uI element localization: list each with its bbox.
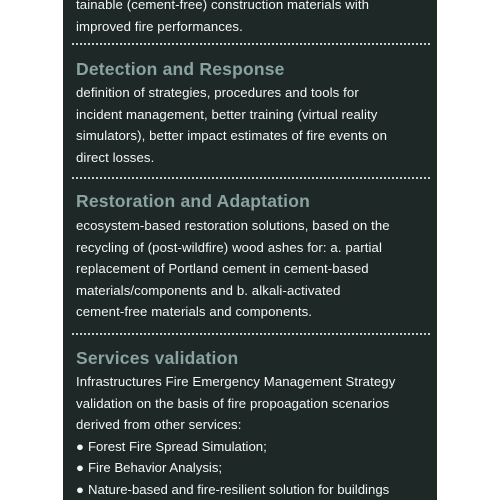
- section-divider: [72, 177, 430, 179]
- intro-section: [76, 0, 428, 37]
- list-item-text: Forest Fire Spread Simulation;: [87, 438, 267, 454]
- section-divider: [72, 43, 430, 45]
- section-heading: Services validation: [76, 348, 239, 368]
- document-panel: [63, 0, 437, 500]
- list-item-text: Nature-based and fire-resilient solution for buildings: [87, 481, 390, 497]
- bullet-icon: ●: [76, 481, 84, 497]
- section-heading: Restoration and Adaptation: [76, 191, 310, 211]
- section-detection-response: [76, 58, 428, 168]
- bullet-icon: ●: [76, 438, 84, 454]
- section-body: Infrastructures Fire Emergency Management Strategy validation on the basis of fire propoagation scenarios derived from other services:: [76, 374, 396, 433]
- list-item-text: Fire Behavior Analysis;: [87, 460, 223, 476]
- list-item: [76, 479, 428, 500]
- section-heading: Detection and Response: [76, 59, 285, 79]
- services-list: [76, 436, 428, 500]
- section-services-validation: [76, 347, 428, 500]
- section-divider: [72, 333, 430, 335]
- intro-text: tainable (cement-free) construction materials with improved fire performances.: [76, 0, 370, 34]
- list-item: [76, 436, 428, 458]
- section-body: ecosystem-based restoration solutions, based on the recycling of (post-wildfire) wood ashes for: a. partial replacement of Portland cement in cement-based materials/components and b. alkali-activated cement-free materials and components.: [76, 218, 390, 320]
- bullet-icon: ●: [76, 460, 84, 476]
- section-body: definition of strategies, procedures and tools for incident management, better training (virtual reality simulators), better impact estimates of fire events on direct losses.: [76, 85, 388, 165]
- list-item: [76, 457, 428, 479]
- section-restoration-adaptation: [76, 190, 428, 323]
